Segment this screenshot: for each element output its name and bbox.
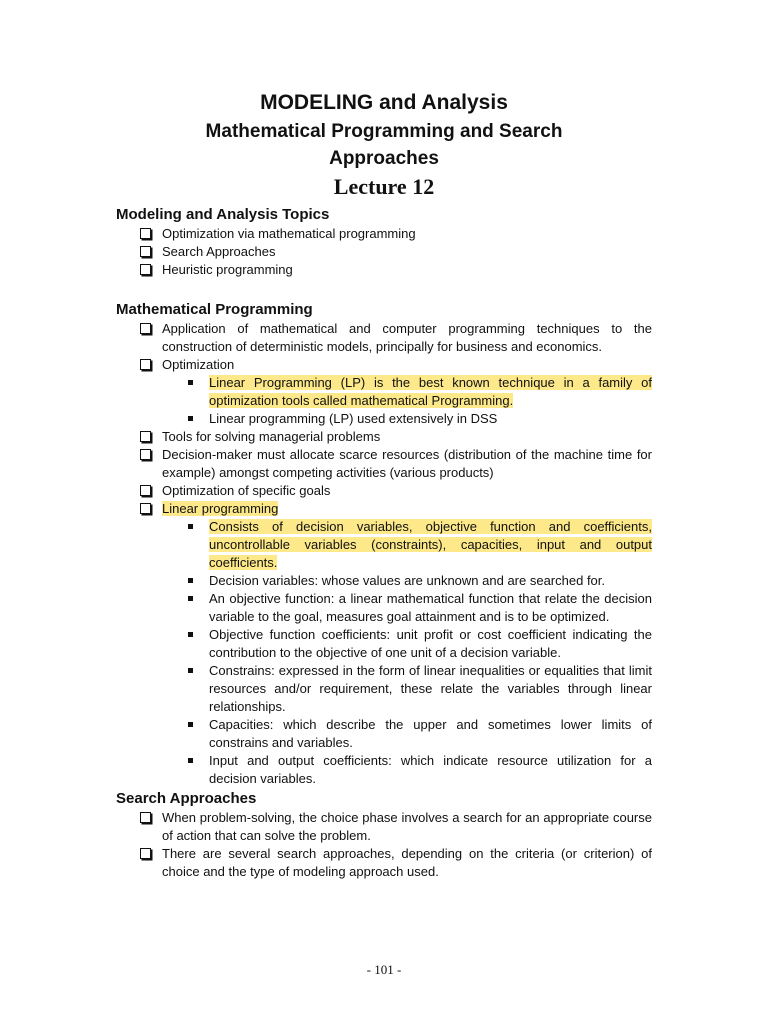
checkbox-bullet-icon xyxy=(140,848,151,859)
document-title: MODELING and Analysis xyxy=(260,91,508,114)
list-item: Optimization via mathematical programming xyxy=(140,225,652,243)
topics-list xyxy=(116,225,652,279)
checkbox-bullet-icon xyxy=(140,503,151,514)
list-item: Optimization Linear Programming (LP) is the best known technique in a family of optimization tools called mathematical Programming. Linear programming (LP) used extensively in DSS xyxy=(140,356,652,428)
sub-list-item: Capacities: which describe the upper and sometimes lower limits of constrains and variables. xyxy=(186,716,652,752)
square-bullet-icon xyxy=(188,380,193,385)
highlighted-text: Linear Programming (LP) is the best known technique in a family of optimization tools called mathematical Programming. xyxy=(209,375,652,408)
sub-list-item xyxy=(186,374,652,410)
square-bullet-icon xyxy=(188,758,193,763)
checkbox-bullet-icon xyxy=(140,264,151,275)
section-heading-search-approaches: Search Approaches xyxy=(116,790,257,807)
optimization-sublist xyxy=(162,374,652,428)
checkbox-bullet-icon xyxy=(140,228,151,239)
square-bullet-icon xyxy=(188,722,193,727)
page-number: - 101 - xyxy=(366,962,402,977)
list-item: Application of mathematical and computer programming techniques to the construction of deterministic models, principally for business and economics. xyxy=(140,320,652,356)
checkbox-bullet-icon xyxy=(140,485,151,496)
section-heading-topics: Modeling and Analysis Topics xyxy=(116,206,330,223)
checkbox-bullet-icon xyxy=(140,812,151,823)
list-item: Decision-maker must allocate scarce resources (distribution of the machine time for example) amongst competing activities (various products) xyxy=(140,446,652,482)
search-approaches-list xyxy=(116,809,652,881)
checkbox-bullet-icon xyxy=(140,323,151,334)
title-block xyxy=(0,88,768,202)
list-item: Tools for solving managerial problems xyxy=(140,428,652,446)
sub-list-item: Decision variables: whose values are unknown and are searched for. xyxy=(186,572,652,590)
sub-list-item: Input and output coefficients: which indicate resource utilization for a decision variables. xyxy=(186,752,652,788)
checkbox-bullet-icon xyxy=(140,246,151,257)
lecture-label: Lecture 12 xyxy=(333,174,435,199)
sub-list-item: Objective function coefficients: unit profit or cost coefficient indicating the contribution to the objective of one unit of a decision variable. xyxy=(186,626,652,662)
sub-list-item: Constrains: expressed in the form of linear inequalities or equalities that limit resources and/or requirement, these relate the variables through linear relationships. xyxy=(186,662,652,716)
square-bullet-icon xyxy=(188,578,193,583)
square-bullet-icon xyxy=(188,596,193,601)
sub-list-item: Linear programming (LP) used extensively in DSS xyxy=(186,410,652,428)
checkbox-bullet-icon xyxy=(140,449,151,460)
square-bullet-icon xyxy=(188,524,193,529)
list-item: When problem-solving, the choice phase involves a search for an appropriate course of action that can solve the problem. xyxy=(140,809,652,845)
math-programming-list xyxy=(116,320,652,788)
highlighted-text: Consists of decision variables, objective function and coefficients, uncontrollable variables (constraints), capacities, input and output coefficients. xyxy=(209,519,652,570)
sub-list-item xyxy=(186,518,652,572)
spacer xyxy=(116,279,652,299)
checkbox-bullet-icon xyxy=(140,359,151,370)
sub-list-item: An objective function: a linear mathematical function that relate the decision variable to the goal, measures goal attainment and is to be optimized. xyxy=(186,590,652,626)
section-heading-math-programming: Mathematical Programming xyxy=(116,301,313,318)
square-bullet-icon xyxy=(188,668,193,673)
document-body xyxy=(116,204,652,881)
list-item xyxy=(140,500,652,788)
list-item: Search Approaches xyxy=(140,243,652,261)
document-subtitle: Mathematical Programming and Search Approaches xyxy=(205,121,563,169)
square-bullet-icon xyxy=(188,632,193,637)
list-item: There are several search approaches, depending on the criteria (or criterion) of choice and the type of modeling approach used. xyxy=(140,845,652,881)
list-item: Heuristic programming xyxy=(140,261,652,279)
checkbox-bullet-icon xyxy=(140,431,151,442)
square-bullet-icon xyxy=(188,416,193,421)
highlighted-text: Linear programming xyxy=(162,501,279,516)
list-item: Optimization of specific goals xyxy=(140,482,652,500)
linear-programming-sublist xyxy=(162,518,652,788)
